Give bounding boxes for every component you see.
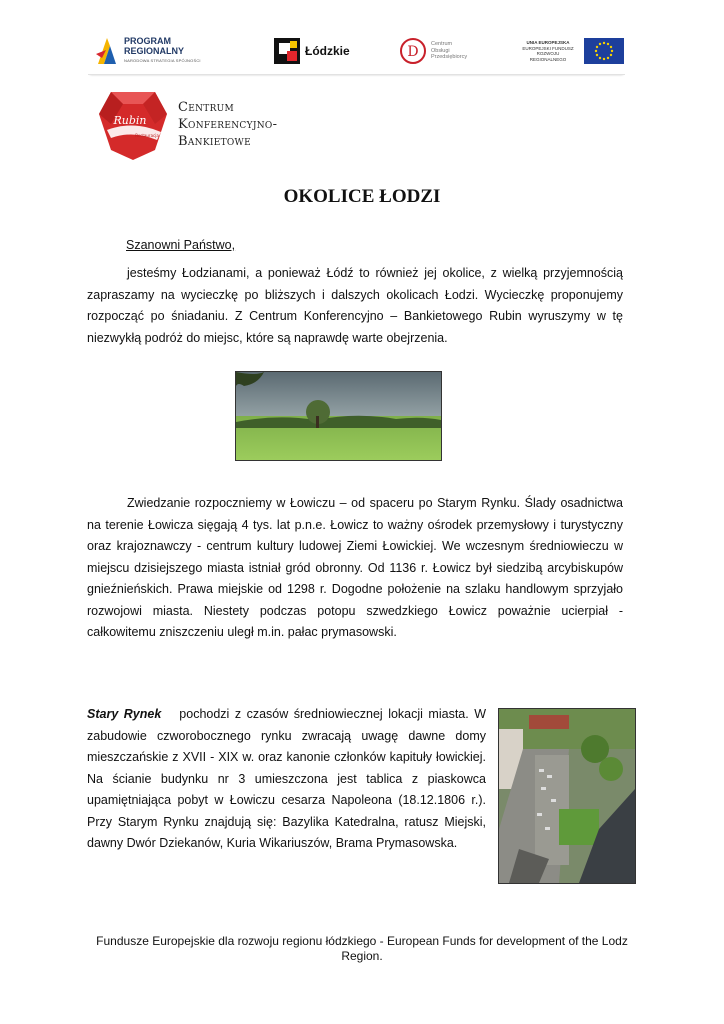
venue-name-line3: Bankietowe <box>178 134 251 149</box>
lodzkie-logo-text: Łódzkie <box>305 44 350 58</box>
eu-flag-icon <box>584 38 624 64</box>
salutation: Szanowni Państwo, <box>126 238 236 252</box>
rubin-badge-sub: Restauracja <box>135 133 159 138</box>
footer-funding-note: Fundusze Europejskie dla rozwoju regionu łódzkiego - European Funds for development of the Lodz Region. <box>96 934 628 963</box>
svg-text:D: D <box>407 44 419 60</box>
program-logo-line2: REGIONALNY <box>124 46 185 56</box>
cop-logo <box>400 34 467 68</box>
landscape-photo <box>235 371 442 461</box>
venue-name-line2: Konferencyjno- <box>178 117 278 132</box>
eu-logo-line2: EUROPEJSKI FUNDUSZ <box>522 45 574 51</box>
eu-logo <box>518 34 624 68</box>
page-title: OKOLICE ŁODZI <box>283 186 441 207</box>
sponsor-logo-strip <box>88 22 625 75</box>
lodzkie-emblem-icon <box>274 38 300 64</box>
intro-paragraph: jesteśmy Łodzianami, a ponieważ Łódź to również jej okolice, z wielką przyjemnością zapraszamy na wycieczkę po bliższych i dalszych okolicach Łodzi. Wycieczkę proponujemy rozpocząć po śniadaniu. Z Centrum Konferencyjno – Bankietowego Rubin wyruszymy w tę niezwykłą podróż do miejsc, które są naprawdę warte obejrzenia. <box>87 266 623 345</box>
stary-rynek-paragraph <box>87 704 486 855</box>
venue-name <box>178 99 277 150</box>
venue-name-line1: Centrum <box>178 100 235 115</box>
program-logo-line1: PROGRAM <box>124 36 171 46</box>
cop-logo-line2: Obsługi <box>431 47 450 54</box>
rubin-logo-badge <box>97 90 169 162</box>
rubin-badge-text: Rubin <box>113 114 147 127</box>
cop-logo-line1: Centrum <box>431 41 453 48</box>
stary-rynek-photo <box>498 708 636 884</box>
cop-emblem-icon <box>400 38 426 64</box>
program-regionalny-logo <box>96 34 201 68</box>
program-logo-sub: NARODOWA STRATEGIA SPÓJNOŚCI <box>124 58 201 63</box>
cop-logo-line3: Przedsiębiorcy <box>431 54 468 61</box>
stary-rynek-text: pochodzi z czasów średniowiecznej lokacji miasta. W zabudowie czworobocznego rynku zwracają uwagę dawne domy mieszczańskie z XVII - XIX w. oraz kanonie członków kapituły łowickiej. Na ścianie budynku nr 3 umieszczona jest tablica z piaskowca upamiętniająca pobyt w Łowiczu cesarza Napoleona (18.12.1806 r.). Przy Starym Rynku znajdują się: Bazylika Katedralna, ratusz Miejski, dawny Dwór Dziekanów, Kuria Wikariuszów, Brama Prymasowska. <box>87 707 487 850</box>
program-regionalny-icon <box>96 36 118 66</box>
lodzkie-logo <box>274 34 350 68</box>
eu-logo-line3: ROZWOJU REGIONALNEGO <box>529 51 567 62</box>
stary-rynek-label: Stary Rynek <box>87 707 162 721</box>
lowicz-paragraph: Zwiedzanie rozpoczniemy w Łowiczu – od spaceru po Starym Rynku. Ślady osadnictwa na terenie Łowicza sięgają 4 tys. lat p.n.e. Łowicz to ważny ośrodek przemysłowy i turystyczny oraz krajoznawczy - centrum kultury ludowej Ziemi Łowickiej. We wczesnym średniowieczu w miejscu dzisiejszego miasta istniał gród obronny. Od 1136 r. Łowicz był siedzibą arcybiskupów gnieźnieńskich. Prawa miejskie od 1298 r. Dogodne położenie na szlaku handlowym sprzyjało rozwojowi miasta. Niestety podczas potopu szwedzkiego Łowicz poważnie ucierpiał - całkowitemu zniszczeniu uległ m.in. pałac prymasowski. <box>87 496 623 639</box>
eu-logo-line1: UNIA EUROPEJSKA <box>526 40 570 45</box>
